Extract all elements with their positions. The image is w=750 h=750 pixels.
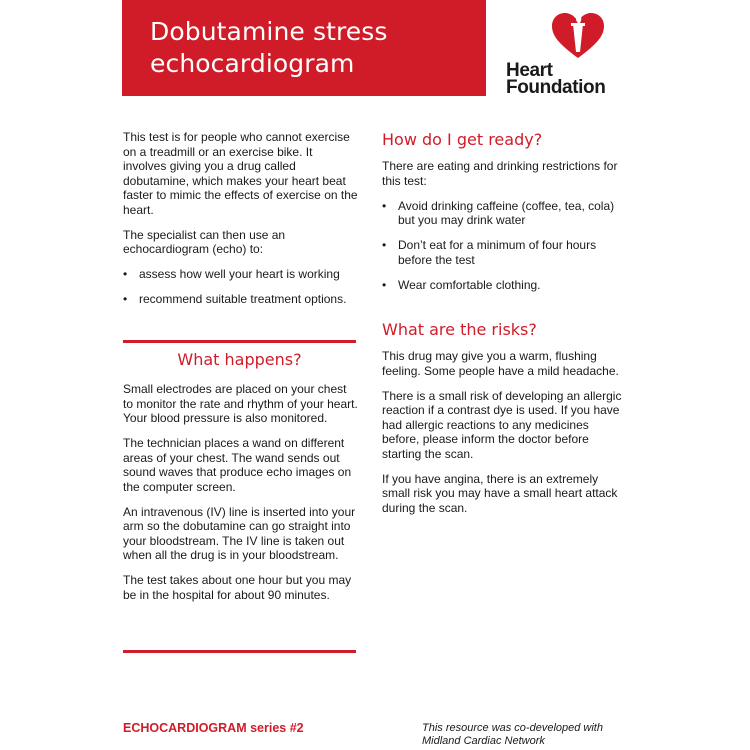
credit-line: This resource was co-developed with xyxy=(422,722,603,734)
what-happens-paragraph: Small electrodes are placed on your chest to monitor the rate and rhythm of your heart. Your blood pressure is also monitored. xyxy=(123,382,358,425)
risks-paragraph: There is a small risk of developing an allergic reaction if a contrast dye is used. If you have had allergic reactions to any medicines before, please inform the doctor before starting the scan. xyxy=(382,388,622,461)
bullet-icon: • xyxy=(382,238,387,252)
bullet-icon: • xyxy=(123,267,128,281)
heart-torch-icon xyxy=(549,10,607,60)
section-divider-bottom xyxy=(123,650,356,653)
heart-foundation-logo xyxy=(505,10,625,98)
list-item xyxy=(382,238,622,267)
list-item-text: assess how well your heart is working xyxy=(139,267,340,281)
what-happens-paragraph: The technician places a wand on different areas of your chest. The wand sends out sound waves that produce echo images on the computer screen. xyxy=(123,436,352,494)
bullet-icon: • xyxy=(382,198,387,213)
what-happens-paragraph: The test takes about one hour but you may be in the hospital for about 90 minutes. xyxy=(123,573,352,602)
intro-bullet-list xyxy=(123,267,359,307)
logo-word-foundation: Foundation xyxy=(506,77,606,98)
risks-paragraph: If you have angina, there is an extremely small risk you may have a small heart attack during the scan. xyxy=(382,471,618,515)
page-title-line-2: echocardiogram xyxy=(150,49,355,78)
section-divider-top xyxy=(123,340,356,343)
credit-line: Midland Cardiac Network xyxy=(422,734,545,747)
what-happens-paragraph: An intravenous (IV) line is inserted into your arm so the dobutamine can go straight into your bloodstream. The IV line is taken out when all the drug is in your bloodstream. xyxy=(123,504,356,562)
series-label: ECHOCARDIOGRAM series #2 xyxy=(123,721,304,735)
risks-paragraph: This drug may give you a warm, flushing feeling. Some people have a mild headache. xyxy=(382,349,619,378)
list-item xyxy=(123,292,359,307)
intro-paragraph: The specialist can then use an echocardiogram (echo) to: xyxy=(123,227,286,256)
logo-wordmark xyxy=(506,62,605,96)
what-happens-heading: What happens? xyxy=(177,350,302,369)
list-item-text: Don’t eat for a minimum of four hours before the test xyxy=(398,238,597,267)
intro-paragraph: This test is for people who cannot exercise on a treadmill or an exercise bike. It involves giving you a drug called dobutamine, which makes your heart beat faster to mimic the effects of exercise on the heart. xyxy=(123,130,358,217)
logo-word-heart: Heart xyxy=(506,60,553,81)
what-happens-section xyxy=(123,382,359,613)
bullet-icon: • xyxy=(382,277,387,292)
title-banner xyxy=(122,0,486,96)
page-title-line-1: Dobutamine stress xyxy=(150,17,388,46)
list-item-text: Wear comfortable clothing. xyxy=(398,277,541,292)
get-ready-heading: How do I get ready? xyxy=(382,130,543,149)
right-column xyxy=(382,130,622,526)
list-item-text: recommend suitable treatment options. xyxy=(139,292,347,306)
list-item xyxy=(123,267,359,282)
get-ready-bullet-list xyxy=(382,199,622,293)
list-item xyxy=(382,278,622,293)
intro-section xyxy=(123,130,359,317)
list-item xyxy=(382,199,622,228)
bullet-icon: • xyxy=(123,292,128,306)
get-ready-intro: There are eating and drinking restrictions for this test: xyxy=(382,159,618,188)
credit-note xyxy=(422,722,603,747)
risks-heading: What are the risks? xyxy=(382,320,537,339)
list-item-text: Avoid drinking caffeine (coffee, tea, cola) but you may drink water xyxy=(398,198,615,227)
